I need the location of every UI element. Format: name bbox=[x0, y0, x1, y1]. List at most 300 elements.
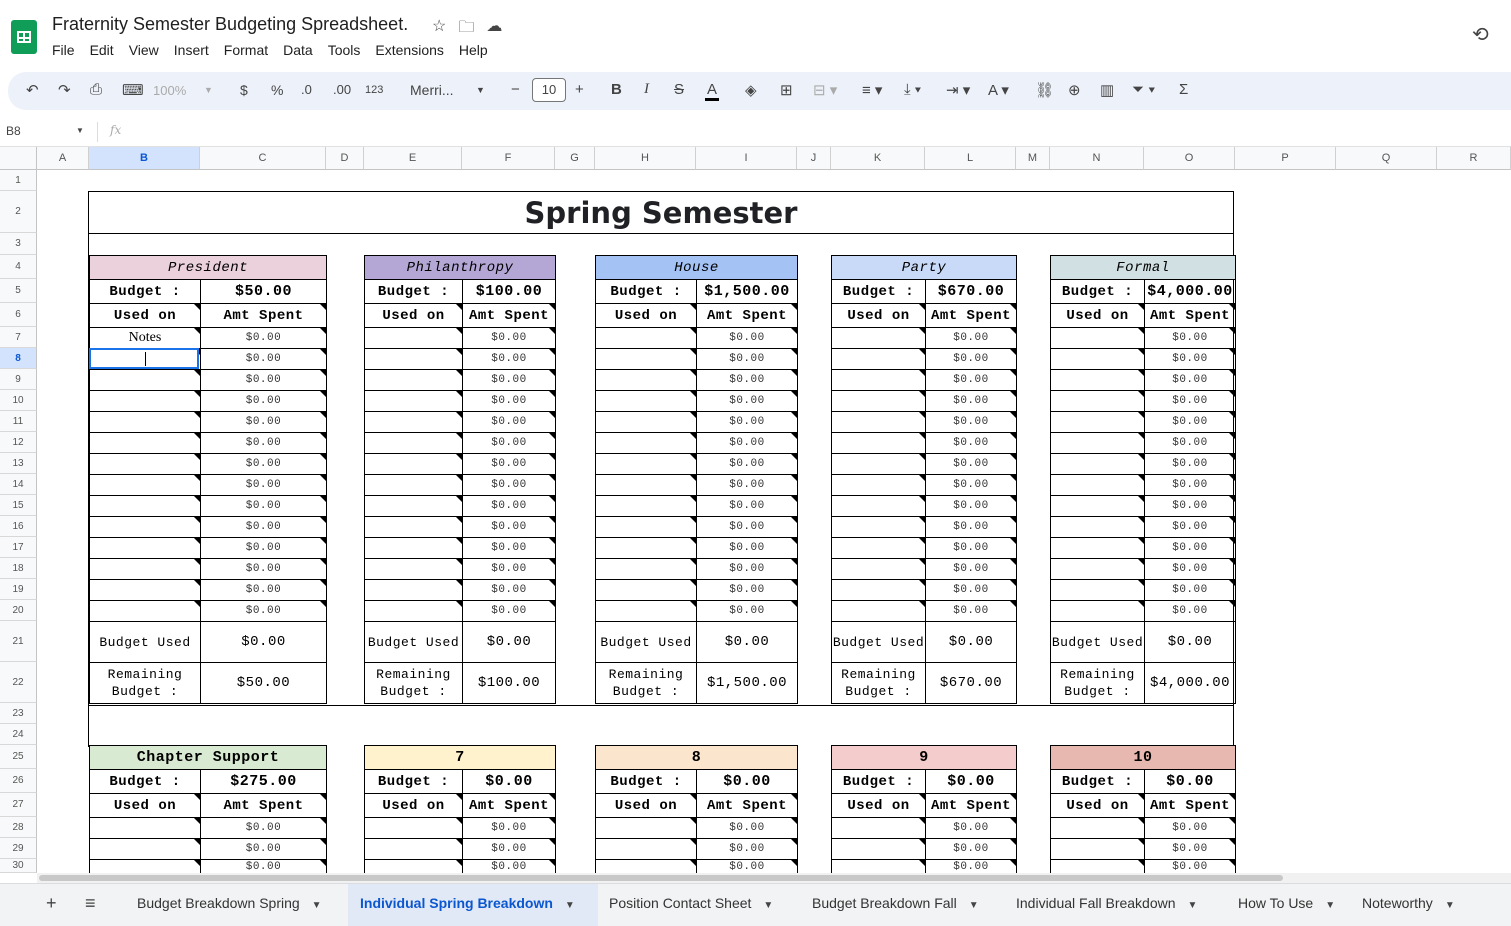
president-used-on-cell[interactable] bbox=[89, 432, 201, 454]
tab-individual-spring-breakdown[interactable]: Individual Spring Breakdown ▼ bbox=[360, 895, 575, 911]
italic-button[interactable]: I bbox=[644, 81, 649, 97]
formal-used-on-cell[interactable] bbox=[1050, 453, 1145, 475]
house-amt-spent-cell[interactable]: $0.00 bbox=[696, 600, 798, 622]
president-remaining-label[interactable]: Remaining Budget : bbox=[89, 662, 201, 704]
house-remaining-value[interactable]: $1,500.00 bbox=[696, 662, 798, 704]
chapter-support-budget-value[interactable]: $275.00 bbox=[200, 769, 327, 794]
president-used-on-cell[interactable] bbox=[89, 558, 201, 580]
president-used-on-cell[interactable]: Notes bbox=[89, 327, 201, 349]
house-amt-spent-cell[interactable]: $0.00 bbox=[696, 453, 798, 475]
house-amt-spent-header[interactable]: Amt Spent bbox=[696, 303, 798, 328]
merge-cells-icon[interactable]: ⊟ ▾ bbox=[813, 82, 838, 99]
font-size-input[interactable]: 10 bbox=[532, 78, 566, 102]
block-7-header[interactable]: 7 bbox=[364, 745, 556, 770]
chapter-support-used-on-header[interactable]: Used on bbox=[89, 793, 201, 818]
10-amt-spent-header[interactable]: Amt Spent bbox=[1144, 793, 1236, 818]
president-used-on-cell[interactable] bbox=[89, 516, 201, 538]
philanthropy-used-on-cell[interactable] bbox=[364, 390, 463, 412]
text-wrap-icon[interactable]: ⇥ ▾ bbox=[946, 82, 971, 99]
philanthropy-budget-used-value[interactable]: $0.00 bbox=[462, 621, 556, 663]
row-header-30[interactable]: 30 bbox=[0, 859, 37, 873]
formal-amt-spent-cell[interactable]: $0.00 bbox=[1144, 579, 1236, 601]
formal-amt-spent-cell[interactable]: $0.00 bbox=[1144, 558, 1236, 580]
tab-noteworthy[interactable]: Noteworthy ▼ bbox=[1362, 895, 1455, 911]
party-remaining-value[interactable]: $670.00 bbox=[925, 662, 1017, 704]
president-amt-spent-cell[interactable]: $0.00 bbox=[200, 369, 327, 391]
10-amt-spent-cell[interactable]: $0.00 bbox=[1144, 817, 1236, 839]
menu-help[interactable]: Help bbox=[458, 42, 488, 58]
president-used-on-cell[interactable] bbox=[89, 369, 201, 391]
party-amt-spent-cell[interactable]: $0.00 bbox=[925, 495, 1017, 517]
zoom-chevron-icon[interactable]: ▼ bbox=[204, 85, 213, 95]
philanthropy-used-on-cell[interactable] bbox=[364, 369, 463, 391]
philanthropy-used-on-cell[interactable] bbox=[364, 348, 463, 370]
all-sheets-icon[interactable]: ≡ bbox=[85, 893, 96, 913]
house-header[interactable]: House bbox=[595, 255, 798, 280]
philanthropy-used-on-cell[interactable] bbox=[364, 516, 463, 538]
version-history-icon[interactable]: ⟲ bbox=[1472, 24, 1489, 46]
row-header-25[interactable]: 25 bbox=[0, 745, 37, 769]
president-amt-spent-cell[interactable]: $0.00 bbox=[200, 516, 327, 538]
number-format-button[interactable]: 123 bbox=[365, 84, 384, 96]
row-header-16[interactable]: 16 bbox=[0, 516, 37, 537]
formal-budget-value[interactable]: $4,000.00 bbox=[1144, 279, 1236, 304]
formal-used-on-cell[interactable] bbox=[1050, 432, 1145, 454]
row-header-29[interactable]: 29 bbox=[0, 838, 37, 859]
philanthropy-used-on-cell[interactable] bbox=[364, 600, 463, 622]
formal-used-on-cell[interactable] bbox=[1050, 600, 1145, 622]
party-amt-spent-cell[interactable]: $0.00 bbox=[925, 432, 1017, 454]
column-header-f[interactable]: F bbox=[462, 147, 555, 170]
row-header-23[interactable]: 23 bbox=[0, 703, 37, 724]
philanthropy-amt-spent-cell[interactable]: $0.00 bbox=[462, 558, 556, 580]
philanthropy-remaining-value[interactable]: $100.00 bbox=[462, 662, 556, 704]
chapter-support-amt-spent-cell[interactable]: $0.00 bbox=[200, 817, 327, 839]
7-used-on-cell[interactable] bbox=[364, 859, 463, 873]
tab-how-to-use[interactable]: How To Use ▼ bbox=[1238, 895, 1336, 911]
9-used-on-cell[interactable] bbox=[831, 859, 926, 873]
7-amt-spent-cell[interactable]: $0.00 bbox=[462, 859, 556, 873]
8-amt-spent-cell[interactable]: $0.00 bbox=[696, 838, 798, 860]
philanthropy-amt-spent-cell[interactable]: $0.00 bbox=[462, 579, 556, 601]
party-used-on-cell[interactable] bbox=[831, 537, 926, 559]
philanthropy-amt-spent-cell[interactable]: $0.00 bbox=[462, 369, 556, 391]
undo-icon[interactable]: ↶ bbox=[26, 82, 39, 99]
house-amt-spent-cell[interactable]: $0.00 bbox=[696, 327, 798, 349]
formal-amt-spent-cell[interactable]: $0.00 bbox=[1144, 390, 1236, 412]
house-used-on-cell[interactable] bbox=[595, 558, 697, 580]
formal-amt-spent-cell[interactable]: $0.00 bbox=[1144, 327, 1236, 349]
menu-format[interactable]: Format bbox=[223, 42, 269, 58]
party-remaining-label[interactable]: Remaining Budget : bbox=[831, 662, 926, 704]
column-header-e[interactable]: E bbox=[364, 147, 462, 170]
10-budget-label[interactable]: Budget : bbox=[1050, 769, 1145, 794]
party-used-on-cell[interactable] bbox=[831, 411, 926, 433]
borders-icon[interactable]: ⊞ bbox=[780, 82, 793, 99]
block-10-header[interactable]: 10 bbox=[1050, 745, 1236, 770]
row-header-17[interactable]: 17 bbox=[0, 537, 37, 558]
president-amt-spent-cell[interactable]: $0.00 bbox=[200, 432, 327, 454]
house-budget-label[interactable]: Budget : bbox=[595, 279, 697, 304]
9-amt-spent-cell[interactable]: $0.00 bbox=[925, 838, 1017, 860]
8-budget-label[interactable]: Budget : bbox=[595, 769, 697, 794]
president-amt-spent-cell[interactable]: $0.00 bbox=[200, 453, 327, 475]
text-color-icon[interactable]: A bbox=[705, 81, 719, 101]
formal-amt-spent-cell[interactable]: $0.00 bbox=[1144, 516, 1236, 538]
philanthropy-used-on-cell[interactable] bbox=[364, 411, 463, 433]
7-used-on-cell[interactable] bbox=[364, 817, 463, 839]
9-amt-spent-cell[interactable]: $0.00 bbox=[925, 817, 1017, 839]
page-title[interactable]: Spring Semester bbox=[88, 191, 1234, 234]
row-header-27[interactable]: 27 bbox=[0, 793, 37, 817]
row-header-9[interactable]: 9 bbox=[0, 369, 37, 390]
chapter-support-amt-spent-cell[interactable]: $0.00 bbox=[200, 838, 327, 860]
name-box-chevron-icon[interactable]: ▼ bbox=[76, 126, 84, 135]
print-icon[interactable]: ⎙ bbox=[90, 81, 103, 98]
party-used-on-cell[interactable] bbox=[831, 390, 926, 412]
party-used-on-cell[interactable] bbox=[831, 453, 926, 475]
row-header-19[interactable]: 19 bbox=[0, 579, 37, 600]
10-amt-spent-cell[interactable]: $0.00 bbox=[1144, 859, 1236, 873]
name-box[interactable]: B8 bbox=[6, 124, 21, 138]
vertical-align-icon[interactable]: ⤓ ▾ bbox=[904, 81, 922, 98]
fill-color-icon[interactable]: ◈ bbox=[745, 82, 757, 99]
currency-button[interactable]: $ bbox=[240, 82, 248, 98]
philanthropy-amt-spent-cell[interactable]: $0.00 bbox=[462, 327, 556, 349]
philanthropy-used-on-cell[interactable] bbox=[364, 537, 463, 559]
row-header-26[interactable]: 26 bbox=[0, 769, 37, 793]
party-used-on-cell[interactable] bbox=[831, 432, 926, 454]
column-header-j[interactable]: J bbox=[797, 147, 831, 170]
house-remaining-label[interactable]: Remaining Budget : bbox=[595, 662, 697, 704]
president-budget-used-label[interactable]: Budget Used bbox=[89, 621, 201, 663]
president-used-on-cell[interactable] bbox=[89, 537, 201, 559]
row-header-6[interactable]: 6 bbox=[0, 303, 37, 327]
formal-amt-spent-cell[interactable]: $0.00 bbox=[1144, 537, 1236, 559]
formal-used-on-cell[interactable] bbox=[1050, 390, 1145, 412]
percent-button[interactable]: % bbox=[271, 82, 284, 98]
9-amt-spent-header[interactable]: Amt Spent bbox=[925, 793, 1017, 818]
president-amt-spent-cell[interactable]: $0.00 bbox=[200, 558, 327, 580]
party-amt-spent-cell[interactable]: $0.00 bbox=[925, 390, 1017, 412]
decrease-decimal-button[interactable]: .0 bbox=[301, 82, 312, 97]
formal-used-on-cell[interactable] bbox=[1050, 537, 1145, 559]
party-used-on-header[interactable]: Used on bbox=[831, 303, 926, 328]
president-amt-spent-cell[interactable]: $0.00 bbox=[200, 537, 327, 559]
7-used-on-header[interactable]: Used on bbox=[364, 793, 463, 818]
10-used-on-cell[interactable] bbox=[1050, 817, 1145, 839]
house-amt-spent-cell[interactable]: $0.00 bbox=[696, 369, 798, 391]
house-used-on-cell[interactable] bbox=[595, 369, 697, 391]
8-used-on-cell[interactable] bbox=[595, 859, 697, 873]
tab-position-contact-sheet[interactable]: Position Contact Sheet ▼ bbox=[609, 895, 774, 911]
philanthropy-amt-spent-header[interactable]: Amt Spent bbox=[462, 303, 556, 328]
formal-budget-used-value[interactable]: $0.00 bbox=[1144, 621, 1236, 663]
column-header-k[interactable]: K bbox=[831, 147, 925, 170]
president-amt-spent-cell[interactable]: $0.00 bbox=[200, 579, 327, 601]
spreadsheet-grid[interactable] bbox=[37, 170, 1511, 873]
philanthropy-budget-label[interactable]: Budget : bbox=[364, 279, 463, 304]
house-amt-spent-cell[interactable]: $0.00 bbox=[696, 411, 798, 433]
house-budget-used-value[interactable]: $0.00 bbox=[696, 621, 798, 663]
house-used-on-cell[interactable] bbox=[595, 495, 697, 517]
menu-file[interactable]: File bbox=[52, 42, 75, 58]
tab-budget-breakdown-spring[interactable]: Budget Breakdown Spring ▼ bbox=[137, 895, 322, 911]
party-used-on-cell[interactable] bbox=[831, 600, 926, 622]
party-amt-spent-header[interactable]: Amt Spent bbox=[925, 303, 1017, 328]
select-all-corner[interactable] bbox=[0, 147, 37, 170]
president-amt-spent-cell[interactable]: $0.00 bbox=[200, 411, 327, 433]
philanthropy-amt-spent-cell[interactable]: $0.00 bbox=[462, 495, 556, 517]
filter-icon[interactable]: ⏷ ▾ bbox=[1132, 81, 1156, 98]
philanthropy-amt-spent-cell[interactable]: $0.00 bbox=[462, 390, 556, 412]
9-used-on-header[interactable]: Used on bbox=[831, 793, 926, 818]
row-header-4[interactable]: 4 bbox=[0, 255, 37, 279]
row-header-22[interactable]: 22 bbox=[0, 662, 37, 703]
row-header-1[interactable]: 1 bbox=[0, 170, 37, 191]
philanthropy-budget-used-label[interactable]: Budget Used bbox=[364, 621, 463, 663]
redo-icon[interactable]: ↷ bbox=[58, 82, 71, 99]
8-used-on-header[interactable]: Used on bbox=[595, 793, 697, 818]
president-amt-spent-header[interactable]: Amt Spent bbox=[200, 303, 327, 328]
column-header-h[interactable]: H bbox=[595, 147, 696, 170]
formal-used-on-cell[interactable] bbox=[1050, 411, 1145, 433]
10-used-on-header[interactable]: Used on bbox=[1050, 793, 1145, 818]
formal-remaining-label[interactable]: Remaining Budget : bbox=[1050, 662, 1145, 704]
7-used-on-cell[interactable] bbox=[364, 838, 463, 860]
10-amt-spent-cell[interactable]: $0.00 bbox=[1144, 838, 1236, 860]
font-size-increase-icon[interactable]: + bbox=[575, 81, 584, 98]
house-used-on-cell[interactable] bbox=[595, 348, 697, 370]
text-rotation-icon[interactable]: A ▾ bbox=[988, 82, 1009, 99]
row-header-13[interactable]: 13 bbox=[0, 453, 37, 474]
bold-button[interactable]: B bbox=[611, 81, 622, 98]
functions-icon[interactable]: Σ bbox=[1179, 81, 1189, 98]
house-used-on-cell[interactable] bbox=[595, 579, 697, 601]
party-used-on-cell[interactable] bbox=[831, 558, 926, 580]
row-header-14[interactable]: 14 bbox=[0, 474, 37, 495]
column-header-a[interactable]: A bbox=[37, 147, 89, 170]
8-budget-value[interactable]: $0.00 bbox=[696, 769, 798, 794]
formal-amt-spent-cell[interactable]: $0.00 bbox=[1144, 348, 1236, 370]
philanthropy-used-on-cell[interactable] bbox=[364, 327, 463, 349]
10-used-on-cell[interactable] bbox=[1050, 838, 1145, 860]
president-amt-spent-cell[interactable]: $0.00 bbox=[200, 348, 327, 370]
formal-used-on-header[interactable]: Used on bbox=[1050, 303, 1145, 328]
house-used-on-cell[interactable] bbox=[595, 327, 697, 349]
party-budget-used-label[interactable]: Budget Used bbox=[831, 621, 926, 663]
column-header-c[interactable]: C bbox=[200, 147, 326, 170]
house-used-on-cell[interactable] bbox=[595, 600, 697, 622]
president-used-on-cell[interactable] bbox=[89, 474, 201, 496]
house-amt-spent-cell[interactable]: $0.00 bbox=[696, 579, 798, 601]
column-header-d[interactable]: D bbox=[326, 147, 364, 170]
row-header-24[interactable]: 24 bbox=[0, 724, 37, 745]
philanthropy-amt-spent-cell[interactable]: $0.00 bbox=[462, 474, 556, 496]
president-used-on-header[interactable]: Used on bbox=[89, 303, 201, 328]
row-header-12[interactable]: 12 bbox=[0, 432, 37, 453]
cloud-status-icon[interactable]: ☁ bbox=[486, 18, 503, 35]
house-budget-value[interactable]: $1,500.00 bbox=[696, 279, 798, 304]
horizontal-align-icon[interactable]: ≡ ▾ bbox=[862, 82, 883, 99]
column-header-m[interactable]: M bbox=[1016, 147, 1050, 170]
philanthropy-budget-value[interactable]: $100.00 bbox=[462, 279, 556, 304]
philanthropy-amt-spent-cell[interactable]: $0.00 bbox=[462, 516, 556, 538]
font-chevron-icon[interactable]: ▼ bbox=[476, 85, 485, 95]
party-header[interactable]: Party bbox=[831, 255, 1017, 280]
formal-header[interactable]: Formal bbox=[1050, 255, 1236, 280]
president-used-on-cell[interactable] bbox=[89, 579, 201, 601]
philanthropy-used-on-cell[interactable] bbox=[364, 453, 463, 475]
house-used-on-header[interactable]: Used on bbox=[595, 303, 697, 328]
insert-link-icon[interactable]: ⛓ bbox=[1035, 82, 1055, 99]
philanthropy-amt-spent-cell[interactable]: $0.00 bbox=[462, 537, 556, 559]
9-used-on-cell[interactable] bbox=[831, 817, 926, 839]
row-header-5[interactable]: 5 bbox=[0, 279, 37, 303]
row-header-15[interactable]: 15 bbox=[0, 495, 37, 516]
row-header-28[interactable]: 28 bbox=[0, 817, 37, 838]
house-used-on-cell[interactable] bbox=[595, 537, 697, 559]
block-9-header[interactable]: 9 bbox=[831, 745, 1017, 770]
party-used-on-cell[interactable] bbox=[831, 579, 926, 601]
party-used-on-cell[interactable] bbox=[831, 327, 926, 349]
formal-used-on-cell[interactable] bbox=[1050, 327, 1145, 349]
chapter-support-amt-spent-cell[interactable]: $0.00 bbox=[200, 859, 327, 873]
party-amt-spent-cell[interactable]: $0.00 bbox=[925, 348, 1017, 370]
house-used-on-cell[interactable] bbox=[595, 516, 697, 538]
party-budget-value[interactable]: $670.00 bbox=[925, 279, 1017, 304]
philanthropy-used-on-cell[interactable] bbox=[364, 495, 463, 517]
column-header-q[interactable]: Q bbox=[1336, 147, 1437, 170]
formal-used-on-cell[interactable] bbox=[1050, 495, 1145, 517]
formal-amt-spent-cell[interactable]: $0.00 bbox=[1144, 600, 1236, 622]
8-used-on-cell[interactable] bbox=[595, 817, 697, 839]
president-amt-spent-cell[interactable]: $0.00 bbox=[200, 327, 327, 349]
formal-remaining-value[interactable]: $4,000.00 bbox=[1144, 662, 1236, 704]
column-header-p[interactable]: P bbox=[1235, 147, 1336, 170]
row-header-8[interactable]: 8 bbox=[0, 348, 37, 369]
row-header-3[interactable]: 3 bbox=[0, 233, 37, 255]
formal-amt-spent-cell[interactable]: $0.00 bbox=[1144, 453, 1236, 475]
10-used-on-cell[interactable] bbox=[1050, 859, 1145, 873]
philanthropy-used-on-header[interactable]: Used on bbox=[364, 303, 463, 328]
formal-used-on-cell[interactable] bbox=[1050, 474, 1145, 496]
president-used-on-cell[interactable] bbox=[89, 453, 201, 475]
party-used-on-cell[interactable] bbox=[831, 348, 926, 370]
formal-used-on-cell[interactable] bbox=[1050, 558, 1145, 580]
party-amt-spent-cell[interactable]: $0.00 bbox=[925, 453, 1017, 475]
8-amt-spent-cell[interactable]: $0.00 bbox=[696, 859, 798, 873]
formal-used-on-cell[interactable] bbox=[1050, 579, 1145, 601]
philanthropy-used-on-cell[interactable] bbox=[364, 558, 463, 580]
row-header-2[interactable]: 2 bbox=[0, 191, 37, 233]
house-amt-spent-cell[interactable]: $0.00 bbox=[696, 348, 798, 370]
president-used-on-cell[interactable] bbox=[89, 495, 201, 517]
font-size-decrease-icon[interactable]: − bbox=[511, 81, 520, 98]
column-header-b[interactable]: B bbox=[89, 147, 200, 170]
party-amt-spent-cell[interactable]: $0.00 bbox=[925, 369, 1017, 391]
8-amt-spent-cell[interactable]: $0.00 bbox=[696, 817, 798, 839]
sheets-logo-icon[interactable] bbox=[11, 20, 37, 54]
tab-budget-breakdown-fall[interactable]: Budget Breakdown Fall ▼ bbox=[812, 895, 979, 911]
president-header[interactable]: President bbox=[89, 255, 327, 280]
house-amt-spent-cell[interactable]: $0.00 bbox=[696, 495, 798, 517]
strikethrough-icon[interactable]: S bbox=[674, 81, 685, 98]
formal-amt-spent-header[interactable]: Amt Spent bbox=[1144, 303, 1236, 328]
president-amt-spent-cell[interactable]: $0.00 bbox=[200, 474, 327, 496]
philanthropy-amt-spent-cell[interactable]: $0.00 bbox=[462, 348, 556, 370]
row-header-11[interactable]: 11 bbox=[0, 411, 37, 432]
star-icon[interactable]: ☆ bbox=[432, 18, 447, 35]
menu-edit[interactable]: Edit bbox=[89, 42, 114, 58]
party-amt-spent-cell[interactable]: $0.00 bbox=[925, 516, 1017, 538]
party-amt-spent-cell[interactable]: $0.00 bbox=[925, 411, 1017, 433]
column-header-l[interactable]: L bbox=[925, 147, 1016, 170]
9-budget-value[interactable]: $0.00 bbox=[925, 769, 1017, 794]
party-used-on-cell[interactable] bbox=[831, 495, 926, 517]
menu-extensions[interactable]: Extensions bbox=[375, 42, 444, 58]
party-amt-spent-cell[interactable]: $0.00 bbox=[925, 537, 1017, 559]
7-budget-label[interactable]: Budget : bbox=[364, 769, 463, 794]
active-cell-b8[interactable] bbox=[89, 348, 199, 369]
horizontal-scrollbar[interactable] bbox=[37, 873, 1511, 883]
president-used-on-cell[interactable] bbox=[89, 390, 201, 412]
formal-amt-spent-cell[interactable]: $0.00 bbox=[1144, 432, 1236, 454]
president-budget-label[interactable]: Budget : bbox=[89, 279, 201, 304]
row-header-20[interactable]: 20 bbox=[0, 600, 37, 621]
insert-comment-icon[interactable]: ⊕ bbox=[1068, 82, 1081, 99]
party-amt-spent-cell[interactable]: $0.00 bbox=[925, 600, 1017, 622]
house-amt-spent-cell[interactable]: $0.00 bbox=[696, 432, 798, 454]
formal-used-on-cell[interactable] bbox=[1050, 516, 1145, 538]
house-amt-spent-cell[interactable]: $0.00 bbox=[696, 537, 798, 559]
column-header-n[interactable]: N bbox=[1050, 147, 1144, 170]
house-amt-spent-cell[interactable]: $0.00 bbox=[696, 516, 798, 538]
row-header-10[interactable]: 10 bbox=[0, 390, 37, 411]
chapter-support-used-on-cell[interactable] bbox=[89, 817, 201, 839]
president-amt-spent-cell[interactable]: $0.00 bbox=[200, 390, 327, 412]
move-folder-icon[interactable]: 🗀 bbox=[458, 19, 475, 36]
7-amt-spent-header[interactable]: Amt Spent bbox=[462, 793, 556, 818]
formal-amt-spent-cell[interactable]: $0.00 bbox=[1144, 411, 1236, 433]
philanthropy-amt-spent-cell[interactable]: $0.00 bbox=[462, 411, 556, 433]
philanthropy-used-on-cell[interactable] bbox=[364, 579, 463, 601]
president-budget-value[interactable]: $50.00 bbox=[200, 279, 327, 304]
party-amt-spent-cell[interactable]: $0.00 bbox=[925, 474, 1017, 496]
9-used-on-cell[interactable] bbox=[831, 838, 926, 860]
paint-format-icon[interactable]: ⌨ bbox=[122, 82, 144, 99]
row-header-18[interactable]: 18 bbox=[0, 558, 37, 579]
chapter-support-used-on-cell[interactable] bbox=[89, 859, 201, 873]
party-used-on-cell[interactable] bbox=[831, 369, 926, 391]
philanthropy-used-on-cell[interactable] bbox=[364, 432, 463, 454]
formal-amt-spent-cell[interactable]: $0.00 bbox=[1144, 495, 1236, 517]
house-budget-used-label[interactable]: Budget Used bbox=[595, 621, 697, 663]
formal-used-on-cell[interactable] bbox=[1050, 369, 1145, 391]
10-budget-value[interactable]: $0.00 bbox=[1144, 769, 1236, 794]
7-amt-spent-cell[interactable]: $0.00 bbox=[462, 817, 556, 839]
philanthropy-amt-spent-cell[interactable]: $0.00 bbox=[462, 600, 556, 622]
philanthropy-amt-spent-cell[interactable]: $0.00 bbox=[462, 453, 556, 475]
8-amt-spent-header[interactable]: Amt Spent bbox=[696, 793, 798, 818]
formal-budget-label[interactable]: Budget : bbox=[1050, 279, 1145, 304]
president-amt-spent-cell[interactable]: $0.00 bbox=[200, 600, 327, 622]
house-amt-spent-cell[interactable]: $0.00 bbox=[696, 558, 798, 580]
party-budget-label[interactable]: Budget : bbox=[831, 279, 926, 304]
party-amt-spent-cell[interactable]: $0.00 bbox=[925, 579, 1017, 601]
house-used-on-cell[interactable] bbox=[595, 411, 697, 433]
column-header-g[interactable]: G bbox=[555, 147, 595, 170]
